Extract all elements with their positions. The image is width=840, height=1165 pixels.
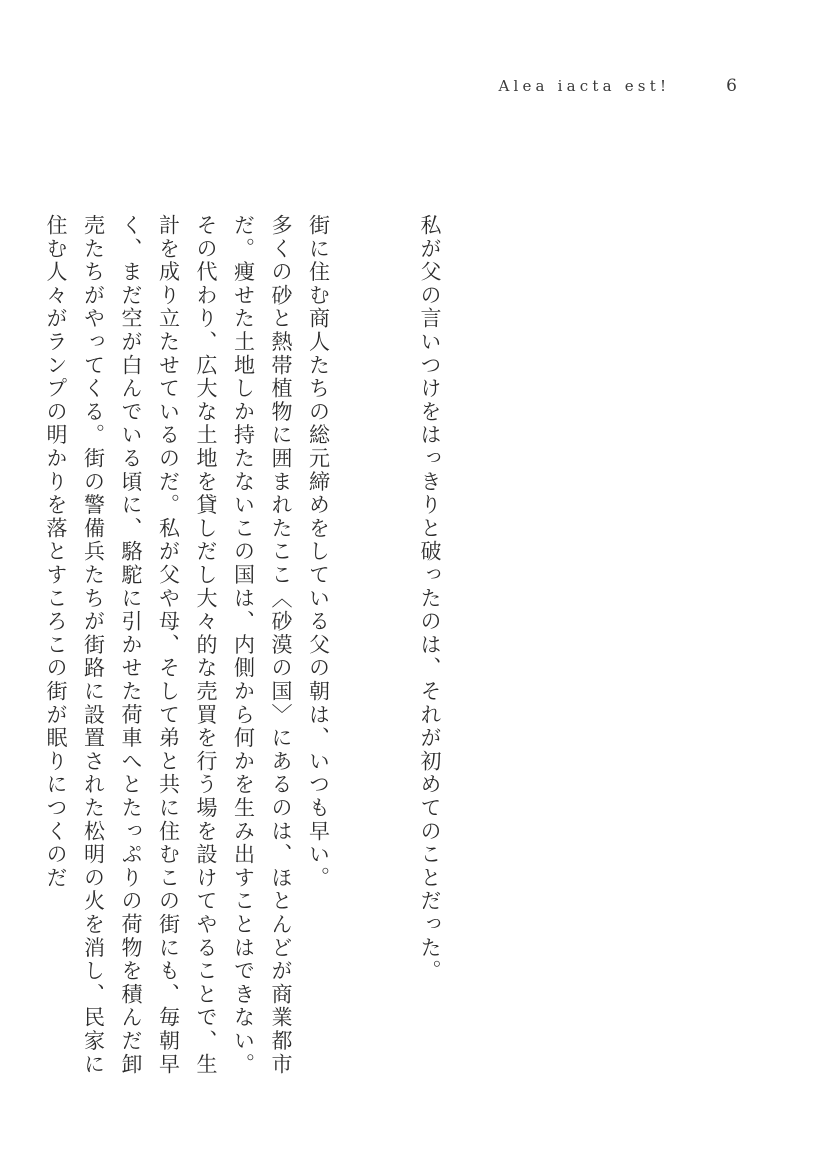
running-title: Alea iacta est! bbox=[498, 77, 671, 95]
running-header bbox=[498, 76, 737, 96]
paragraph-3: 多くの砂と熱帯植物に囲まれたここ〈砂漠の国〉にあるのは、ほとんどが商業都市だ。痩せた土地しか持たないこの国は、内側から何かを生み出すことはできない。その代わり、広大な土地を貸しだし大々的な売買を行う場を設けてやることで、生計を成り立たせているのだ。私が父や母、そして弟と共に住むこの街にも、毎朝早く、まだ空が白んでいる頃に、駱駝に引かせた荷車へとたっぷりの荷物を積んだ卸売たちがやってくる。街の警備兵たちが街路に設置された松明の火を消し、民家に住む人々がランプの明かりを落とすころこの街が眠りにつくのだ bbox=[44, 214, 293, 1077]
paragraph-1: 私が父の言いつけをはっきりと破ったのは、それが初めてのことだった。 bbox=[418, 214, 442, 983]
page-number: 6 bbox=[726, 76, 737, 96]
paragraph-2: 街に住む商人たちの総元締めをしている父の朝は、いつも早い。 bbox=[306, 214, 331, 890]
vertical-body-text bbox=[37, 214, 449, 1094]
